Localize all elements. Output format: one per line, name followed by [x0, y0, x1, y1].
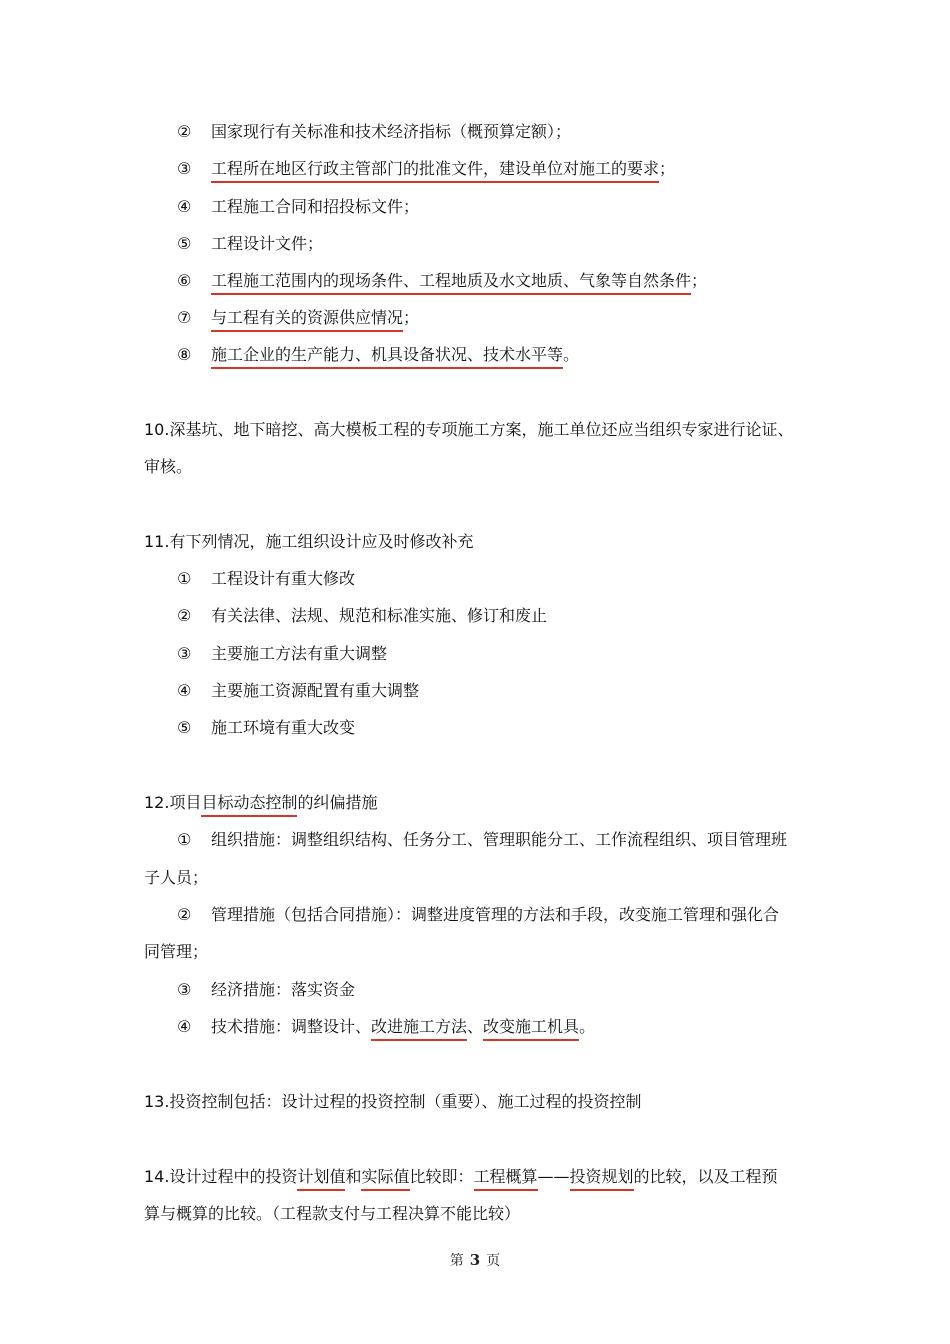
list-text: 主要施工方法有重大调整 [211, 644, 388, 663]
list-text: 主要施工资源配置有重大调整 [211, 681, 420, 700]
list-text: 工程设计文件； [211, 234, 324, 253]
list-item [177, 979, 355, 1001]
underlined-text: 工程概算 [474, 1167, 538, 1191]
list-number: ① [177, 569, 192, 588]
list-punct: ； [691, 271, 708, 290]
list-text: 施工环境有重大改变 [211, 718, 356, 737]
paragraph-text: —— [537, 1167, 570, 1186]
list-number: ③ [177, 159, 192, 178]
section-heading [144, 792, 377, 814]
page-prefix: 第 [449, 1253, 464, 1269]
list-item [177, 904, 779, 926]
paragraph-line: 10.深基坑、地下暗挖、高大模板工程的专项施工方案，施工单位还应当组织专家进行论证、 [144, 420, 794, 439]
underlined-text: 工程施工范围内的现场条件、工程地质及水文地质、气象等自然条件 [211, 271, 691, 295]
list-punct: 。 [579, 1017, 596, 1036]
list-number: ② [177, 606, 192, 625]
list-punct: 。 [563, 345, 580, 364]
list-number: ② [177, 905, 192, 924]
list-item [177, 270, 707, 292]
list-number: ⑦ [177, 308, 192, 327]
paragraph-line: 审核。 [144, 457, 193, 476]
underlined-text: 投资规划 [570, 1167, 634, 1191]
section-heading: 11.有下列情况，施工组织设计应及时修改补充 [144, 532, 474, 551]
paragraph-text: 比较即： [409, 1167, 474, 1186]
heading-text: 的纠偏措施 [297, 793, 378, 812]
page-footer [0, 1250, 950, 1270]
list-item [177, 344, 579, 366]
list-item [177, 643, 387, 665]
page-suffix: 页 [486, 1253, 501, 1269]
list-item [177, 605, 547, 627]
list-text: 国家现行有关标准和技术经济指标（概预算定额）； [211, 122, 572, 141]
list-text: 工程施工合同和招投标文件； [211, 197, 420, 216]
underlined-text: 计划值 [297, 1167, 345, 1191]
list-item [177, 1016, 595, 1038]
list-text: 组织措施：调整组织结构、任务分工、管理职能分工、工作流程组织、项目管理班 [211, 830, 788, 849]
list-punct: ； [659, 159, 676, 178]
list-number: ⑥ [177, 271, 192, 290]
paragraph-text: 和 [345, 1167, 362, 1186]
underlined-text: 与工程有关的资源供应情况 [211, 308, 403, 332]
paragraph-text: 的比较，以及工程预 [633, 1167, 778, 1186]
underlined-text: 改变施工机具 [483, 1017, 579, 1041]
list-text: 技术措施：调整设计、 [211, 1017, 372, 1036]
list-punct: 、 [467, 1017, 484, 1036]
list-item [177, 717, 355, 739]
list-number: ⑧ [177, 345, 192, 364]
list-text: 有关法律、法规、规范和标准实施、修订和废止 [211, 606, 548, 625]
underlined-text: 目标动态控制 [201, 793, 297, 817]
list-item [177, 158, 675, 180]
list-text: 管理措施（包括合同措施）：调整进度管理的方法和手段，改变施工管理和强化合 [211, 905, 780, 924]
paragraph-line [144, 1166, 778, 1188]
list-item-continuation: 同管理； [144, 942, 209, 961]
list-number: ④ [177, 197, 192, 216]
list-item [177, 121, 571, 143]
page-number: 3 [469, 1251, 481, 1269]
underlined-text: 施工企业的生产能力、机具设备状况、技术水平等 [211, 345, 563, 369]
list-item [177, 196, 419, 218]
list-number: ⑤ [177, 234, 192, 253]
underlined-text: 工程所在地区行政主管部门的批准文件，建设单位对施工的要求 [211, 159, 659, 183]
list-punct: ； [403, 308, 420, 327]
list-number: ④ [177, 1017, 192, 1036]
list-number: ④ [177, 681, 192, 700]
list-number: ③ [177, 644, 192, 663]
paragraph-text: 14.设计过程中的投资 [144, 1167, 298, 1186]
underlined-text: 改进施工方法 [371, 1017, 467, 1041]
heading-text: 12.项目 [144, 793, 202, 812]
list-text: 经济措施：落实资金 [211, 980, 356, 999]
list-item [177, 307, 419, 329]
list-number: ⑤ [177, 718, 192, 737]
paragraph-line: 13.投资控制包括：设计过程的投资控制（重要）、施工过程的投资控制 [144, 1092, 642, 1111]
list-text: 工程设计有重大修改 [211, 569, 356, 588]
list-item [177, 680, 419, 702]
list-item-continuation: 子人员； [144, 868, 209, 887]
list-number: ① [177, 830, 192, 849]
list-item [177, 568, 355, 590]
list-number: ② [177, 122, 192, 141]
list-item [177, 829, 787, 851]
list-item [177, 233, 323, 255]
list-number: ③ [177, 980, 192, 999]
paragraph-line: 算与概算的比较。（工程款支付与工程决算不能比较） [144, 1204, 521, 1223]
underlined-text: 实际值 [361, 1167, 409, 1191]
